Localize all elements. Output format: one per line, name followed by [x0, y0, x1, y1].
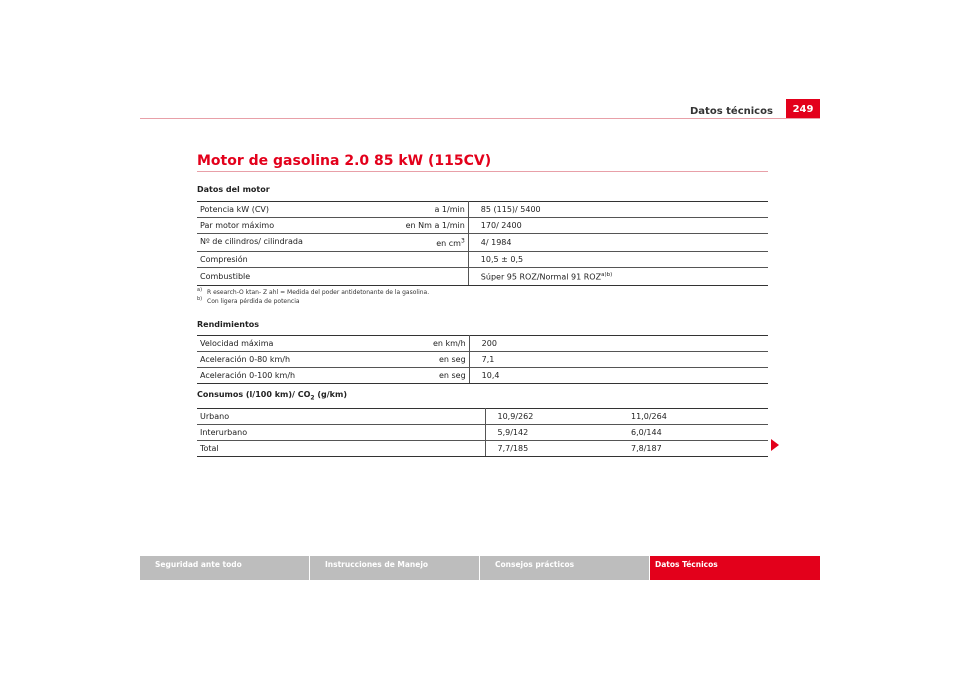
- row-label: Urbano: [197, 409, 485, 425]
- next-page-arrow-icon[interactable]: [771, 439, 779, 451]
- row-value-text: Súper 95 ROZ/Normal 91 ROZ: [480, 272, 602, 282]
- row-value: 5,9/142: [485, 425, 628, 441]
- table-row: [197, 202, 768, 218]
- section-divider: [197, 171, 768, 172]
- engine-label-cell: [197, 218, 468, 234]
- performance-table: [197, 335, 768, 384]
- row-value: 170/ 2400: [468, 218, 768, 234]
- row-unit-sup: 3: [460, 237, 465, 245]
- row-unit: en seg: [438, 371, 466, 380]
- row-value: 200: [469, 336, 768, 352]
- table-row: [197, 252, 768, 268]
- perf-label-cell: [197, 368, 469, 384]
- table-row: [197, 234, 768, 252]
- row-value: 7,1: [469, 352, 768, 368]
- table-row: [197, 441, 768, 457]
- engine-table: [197, 201, 768, 286]
- header-title: Datos técnicos: [690, 106, 773, 117]
- row-value: 10,5 ± 0,5: [468, 252, 768, 268]
- row-unit: [436, 239, 465, 248]
- table-row: [197, 336, 768, 352]
- tab-label: Instrucciones de Manejo: [325, 560, 429, 569]
- row-label: Aceleración 0-80 km/h: [200, 355, 291, 364]
- row-label: Compresión: [200, 255, 248, 264]
- row-label: Total: [197, 441, 485, 457]
- row-label: Interurbano: [197, 425, 485, 441]
- table-row: [197, 268, 768, 286]
- tab-seguridad[interactable]: [140, 556, 309, 580]
- footnote-text: Con ligera pérdida de potencia: [207, 298, 300, 305]
- row-value: 4/ 1984: [468, 234, 768, 252]
- row-unit-text: en cm: [436, 238, 461, 248]
- row-unit: en km/h: [432, 339, 466, 348]
- consumption-heading-sub: 2: [310, 394, 315, 402]
- row-label: Aceleración 0-100 km/h: [200, 371, 296, 380]
- row-value: 85 (115)/ 5400: [468, 202, 768, 218]
- table-row: [197, 425, 768, 441]
- header-divider: [140, 118, 820, 119]
- tab-label: Datos Técnicos: [655, 560, 718, 569]
- table-row: [197, 352, 768, 368]
- perf-label-cell: [197, 336, 469, 352]
- consumption-heading-unit: (g/km): [314, 390, 347, 399]
- row-value: 10,9/262: [485, 409, 628, 425]
- row-value-sup: a)b): [601, 271, 613, 278]
- tab-label: Seguridad ante todo: [155, 560, 242, 569]
- row-label: Potencia kW (CV): [200, 205, 270, 214]
- row-unit: en seg: [438, 355, 466, 364]
- engine-label-cell: [197, 252, 468, 268]
- row-value: 10,4: [469, 368, 768, 384]
- tab-instrucciones[interactable]: [310, 556, 479, 580]
- engine-label-cell: [197, 234, 468, 252]
- engine-heading: Datos del motor: [197, 185, 270, 194]
- footnote-mark: b): [197, 296, 203, 302]
- row-label: Par motor máximo: [200, 221, 275, 230]
- tab-consejos[interactable]: [480, 556, 649, 580]
- row-value: 7,8/187: [628, 441, 768, 457]
- row-value: 7,7/185: [485, 441, 628, 457]
- row-label: Combustible: [200, 272, 251, 281]
- row-label: Velocidad máxima: [200, 339, 274, 348]
- section-title: Motor de gasolina 2.0 85 kW (115CV): [197, 153, 492, 169]
- page-number: 249: [786, 99, 820, 119]
- consumption-heading-text: Consumos (l/100 km)/ CO: [197, 390, 311, 399]
- engine-label-cell: [197, 202, 468, 218]
- tab-label: Consejos prácticos: [495, 560, 575, 569]
- table-row: [197, 409, 768, 425]
- consumption-table: [197, 408, 768, 457]
- consumption-heading: [197, 390, 347, 402]
- row-unit: a 1/min: [434, 205, 465, 214]
- performance-heading: Rendimientos: [197, 320, 260, 329]
- row-value: [468, 268, 768, 286]
- row-value: 11,0/264: [628, 409, 768, 425]
- tab-datos-tecnicos[interactable]: [650, 556, 820, 580]
- table-row: [197, 218, 768, 234]
- engine-label-cell: [197, 268, 468, 286]
- row-value: 6,0/144: [628, 425, 768, 441]
- row-unit: en Nm a 1/min: [405, 221, 465, 230]
- footnote-mark: a): [197, 287, 203, 293]
- table-row: [197, 368, 768, 384]
- perf-label-cell: [197, 352, 469, 368]
- footnote-text: R esearch-O ktan- Z ahl = Medida del poder antidetonante de la gasolina.: [207, 289, 430, 296]
- row-label: Nº de cilindros/ cilindrada: [200, 237, 303, 247]
